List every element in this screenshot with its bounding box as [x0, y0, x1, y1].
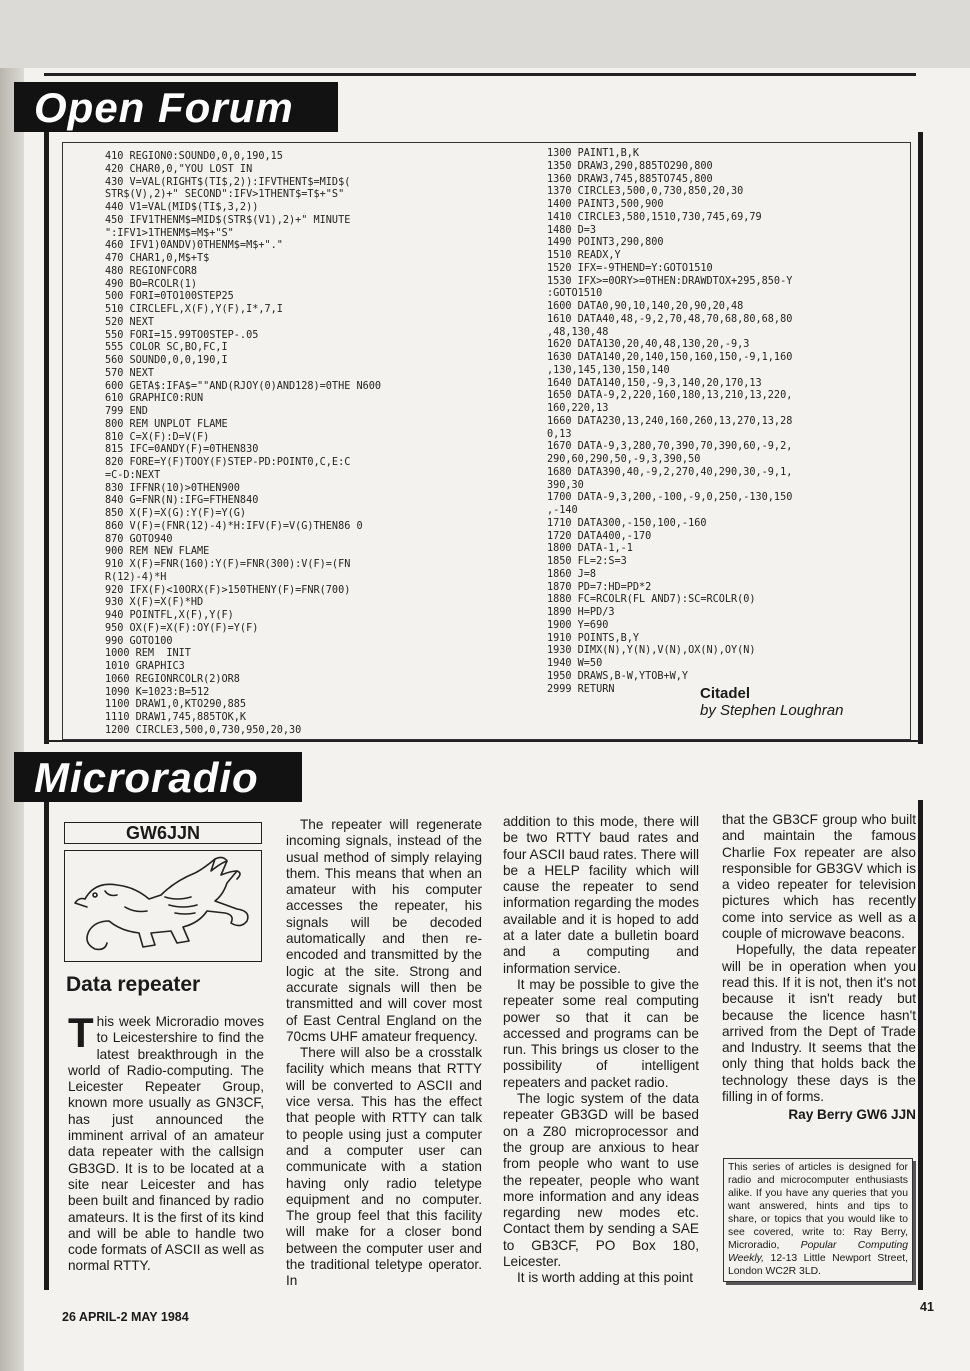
listing-line: 1720 DATA400,-170 — [547, 530, 652, 542]
article-headline: Data repeater — [66, 973, 201, 996]
listing-line: 1660 DATA230,13,240,160,260,13,270,13,28 — [547, 415, 793, 427]
listing-line: 1700 DATA-9,3,200,-100,-9,0,250,-130,150 — [547, 492, 793, 504]
listing-line: ":IFV1>1THENM$=M$+"S" — [105, 227, 234, 239]
article-paragraph: This week Microradio moves to Leicestershire to find the latest breakthrough in the world of Radio-computing. The Leicester Repeater Group, known more usually as GN3CF, has just announced the imminent arrival of an amateur data repeater with the callsign GB3GD. It is to be located at a site near Leicester and has been built and financed by radio amateurs. It is the first of its kind and will be able to handle two code formats of ASCII as well as normal RTTY. — [68, 1009, 264, 1274]
listing-line: 1950 DRAWS,B-W,YTOB+W,Y — [547, 670, 689, 682]
listing-line: 1910 POINTS,B,Y — [547, 632, 640, 644]
listing-line: 420 CHAR0,0,"YOU LOST IN — [105, 163, 253, 175]
listing-line: 1670 DATA-9,3,280,70,390,70,390,60,-9,2, — [547, 441, 793, 453]
listing-line: 1710 DATA300,-150,100,-160 — [547, 517, 707, 529]
listing-line: 850 X(F)=X(G):Y(F)=Y(G) — [105, 508, 247, 519]
listing-line: 820 FORE=Y(F)TOOY(F)STEP-PD:POINT0,C,E:C — [105, 457, 351, 468]
left-margin-bar — [44, 132, 49, 744]
listing-line: 160,220,13 — [547, 403, 609, 414]
page-number: 41 — [920, 1300, 934, 1314]
listing-line: 1090 K=1023:B=512 — [105, 686, 210, 698]
program-author: by Stephen Loughran — [700, 702, 844, 719]
listing-line: 1510 READX,Y — [547, 250, 621, 261]
listing-line: 480 REGIONFCOR8 — [105, 265, 198, 277]
listing-line: 1600 DATA0,90,10,140,20,90,20,48 — [547, 301, 744, 312]
listing-line: 520 NEXT — [105, 316, 155, 328]
drop-cap: T — [68, 1009, 94, 1056]
listing-line: 840 G=FNR(N):IFG=FTHEN840 — [105, 495, 259, 507]
issue-date: 26 APRIL-2 MAY 1984 — [62, 1310, 189, 1324]
welsh-dragon-illustration — [64, 850, 262, 962]
listing-line: R(12)-4)*H — [105, 571, 167, 583]
scan-background-top — [0, 0, 970, 68]
listing-line: 1110 DRAW1,745,885TOK,K — [105, 712, 247, 723]
listing-line: 1640 DATA140,150,-9,3,140,20,170,13 — [547, 377, 762, 389]
listing-line: 1520 IFX=-9THEND=Y:GOTO1510 — [547, 262, 713, 274]
listing-line: 1850 FL=2:S=3 — [547, 556, 627, 567]
microradio-header — [14, 752, 302, 802]
listing-line: 600 GETA$:IFA$=""AND(RJOY(0)AND128)=0THE N600 — [105, 380, 382, 392]
article-column-1 — [68, 1009, 264, 1275]
left-margin-bar-lower — [44, 800, 49, 1290]
listing-line: STR$(V),2)+" SECOND":IFV>1THENT$=T$+"S" — [105, 189, 345, 201]
listing-line: 490 BO=RCOLR(1) — [105, 278, 198, 290]
listing-line: ,130,145,130,150,140 — [547, 364, 670, 376]
section-divider — [44, 740, 920, 742]
program-credit — [700, 685, 843, 719]
listing-line: :GOTO1510 — [547, 288, 603, 300]
listing-line: ,-140 — [547, 505, 578, 516]
article-signature: Ray Berry GW6 JJN — [788, 1107, 916, 1123]
listing-line: ,48,130,48 — [547, 326, 609, 338]
listing-line: 1900 Y=690 — [547, 619, 609, 631]
article-column-2 — [286, 817, 482, 1290]
listing-line: 550 FORI=15.99TO0STEP-.05 — [105, 329, 259, 341]
listing-line: 430 V=VAL(RIGHT$(TI$,2)):IFVTHENT$=MID$( — [105, 176, 351, 188]
listing-line: 900 REM NEW FLAME — [105, 546, 210, 558]
listing-line: 1860 J=8 — [547, 568, 597, 580]
listing-right-column — [547, 148, 792, 696]
listing-line: 1480 D=3 — [547, 224, 597, 236]
program-title: Citadel — [700, 685, 751, 702]
listing-line: 470 CHAR1,0,M$+T$ — [105, 253, 210, 264]
listing-line: 930 X(F)=X(F)*HD — [105, 597, 204, 609]
open-forum-title: Open Forum — [34, 84, 294, 131]
listing-line: 1620 DATA130,20,40,48,130,20,-9,3 — [547, 339, 750, 351]
listing-line: 0,13 — [547, 428, 572, 440]
listing-line: 1350 DRAW3,290,885TO290,800 — [547, 160, 713, 172]
listing-line: 460 IFV1)0ANDV)0THENM$=M$+"." — [105, 240, 283, 252]
listing-line: 1370 CIRCLE3,500,0,730,850,20,30 — [547, 186, 744, 198]
listing-line: 1630 DATA140,20,140,150,160,150,-9,1,160 — [547, 352, 793, 363]
listing-left-column — [105, 151, 381, 738]
listing-line: 799 END — [105, 406, 148, 417]
article-paragraph: Hopefully, the data repeater will be in operation when you read this. If it is not, then it's not because it isn't ready but because the licence hasn't arrived from the Dept of Trade and Industry. It seems that the only thing that holds back the technology these days is the filling in of forms. — [722, 942, 916, 1105]
listing-line: 920 IFX(F)<10ORX(F)>150THENY(F)=FNR(700) — [105, 584, 351, 596]
listing-line: 1890 H=PD/3 — [547, 607, 615, 618]
listing-line: 1490 POINT3,290,800 — [547, 237, 664, 249]
article-column-4 — [722, 812, 916, 1124]
listing-line: 1800 DATA-1,-1 — [547, 543, 633, 555]
article-paragraph: that the GB3CF group who built and maintain the famous Charlie Fox repeater are also responsible for GB3GV which is a video repeater for television pictures which has recently come into service as well as a couple of microwave beacons. — [722, 812, 916, 942]
magazine-spine — [0, 68, 24, 1371]
listing-line: 860 V(F)=(FNR(12)-4)*H:IFV(F)=V(G)THEN86 0 — [105, 520, 363, 532]
program-listing-box — [62, 142, 911, 740]
microradio-title: Microradio — [34, 754, 259, 801]
listing-line: 410 REGION0:SOUND0,0,0,190,15 — [105, 151, 283, 162]
listing-line: 1680 DATA390,40,-9,2,270,40,290,30,-9,1, — [547, 466, 793, 478]
listing-line: 500 FORI=0TO100STEP25 — [105, 291, 234, 303]
listing-line: 815 IFC=0ANDY(F)=0THEN830 — [105, 444, 259, 456]
listing-line: 1060 REGIONRCOLR(2)OR8 — [105, 673, 240, 685]
article-paragraph: addition to this mode, there will be two RTTY baud rates and four ASCII baud rates. There will be a HELP facility which will cause the repeater to send information regarding the modes available and it is hoped to add at a later date a bulletin board and a computing and information service. — [503, 814, 699, 976]
listing-line: 610 GRAPHIC0:RUN — [105, 393, 204, 405]
listing-line: 560 SOUND0,0,0,190,I — [105, 355, 228, 366]
open-forum-header — [14, 82, 338, 132]
listing-line: 810 C=X(F):D=V(F) — [105, 431, 210, 443]
listing-line: =C-D:NEXT — [105, 469, 161, 481]
listing-line: 1300 PAINT1,B,K — [547, 148, 640, 159]
listing-line: 940 POINTFL,X(F),Y(F) — [105, 610, 234, 621]
listing-line: 1530 IFX>=0ORY>=0THEN:DRAWDTOX+295,850-Y — [547, 275, 793, 287]
article-paragraph: It may be possible to give the repeater some real computing power so that it can be accessed and programs can be run. This brings us closer to the possibility of intelligent repeaters and packet radio. — [503, 976, 699, 1090]
listing-line: 830 IFFNR(10)>0THEN900 — [105, 482, 240, 494]
listing-line: 555 COLOR SC,BO,FC,I — [105, 342, 228, 354]
article-paragraph: The logic system of the data repeater GB3GD will be based on a Z80 microprocessor and the group are anxious to hear from people who want to use the repeater, people who want more information and any ideas regarding new modes etc. Contact them by sending a SAE to GB3CF, PO Box 180, Leicester. — [503, 1091, 699, 1270]
listing-line: 1000 REM INIT — [105, 648, 191, 660]
article-paragraph: The repeater will regenerate incoming signals, instead of the usual method of simply relaying them. This means that when an amateur with his computer accesses the repeater, his signals will be decoded automatically and then re-encoded and transmitted by the logic at the site. Strong and accurate signals will then be transmitted and will cover most of East Central England on the 70cms UHF amateur frequency. — [286, 817, 482, 1044]
listing-line: 570 NEXT — [105, 367, 155, 379]
listing-line: 1880 FC=RCOLR(FL AND7):SC=RCOLR(0) — [547, 594, 756, 606]
contact-info-box: This series of articles is designed for radio and microcomputer enthusiasts alike. If you have any queries that you want answered, hints and tips to share, or topics that you would like to see covered, write to: Ray Berry, Microradio, Popular Computing Weekly, 12-13 Little Newport Street, London WC2R 3LD. — [723, 1158, 913, 1282]
listing-line: 1870 PD=7:HD=PD*2 — [547, 581, 652, 593]
listing-line: 2999 RETURN — [547, 683, 615, 695]
listing-line: 870 GOTO940 — [105, 533, 173, 545]
listing-line: 390,30 — [547, 479, 584, 491]
listing-line: 1930 DIMX(N),Y(N),V(N),OX(N),OY(N) — [547, 645, 756, 657]
listing-line: 1610 DATA40,48,-9,2,70,48,70,68,80,68,80 — [547, 313, 793, 325]
article-paragraph: It is worth adding at this point — [517, 1270, 694, 1286]
right-margin-bar-lower — [918, 800, 923, 1290]
listing-line: 1940 W=50 — [547, 658, 603, 669]
listing-line: 1010 GRAPHIC3 — [105, 661, 185, 672]
dragon-icon — [65, 851, 261, 961]
listing-line: 440 V1=VAL(MID$(TI$,3,2)) — [105, 202, 259, 213]
article-paragraph: There will also be a crosstalk facility which means that RTTY will be converted to ASCII and vice versa. This has the effect that people with RTTY can talk to people using just a computer and a computer user can communicate with a station having only radio teletype equipment and no computer. The group feel that this facility will make for a closer bond between the computer user and the traditional teletype operator. In — [286, 1045, 482, 1289]
listing-line: 1200 CIRCLE3,500,0,730,950,20,30 — [105, 724, 302, 736]
listing-line: 990 GOTO100 — [105, 635, 173, 647]
listing-line: 910 X(F)=FNR(160):Y(F)=FNR(300):V(F)=(FN — [105, 559, 351, 570]
listing-line: 950 OX(F)=X(F):OY(F)=Y(F) — [105, 622, 259, 634]
listing-line: 1360 DRAW3,745,885TO745,800 — [547, 173, 713, 185]
listing-line: 510 CIRCLEFL,X(F),Y(F),I*,7,I — [105, 304, 283, 315]
top-rule — [44, 73, 916, 76]
callsign-box: GW6JJN — [64, 822, 262, 844]
listing-line: 290,60,290,50,-9,3,390,50 — [547, 454, 701, 465]
right-margin-bar — [918, 132, 923, 744]
listing-line: 1400 PAINT3,500,900 — [547, 199, 664, 210]
listing-line: 1410 CIRCLE3,580,1510,730,745,69,79 — [547, 211, 762, 223]
listing-line: 1650 DATA-9,2,220,160,180,13,210,13,220, — [547, 390, 793, 402]
article-column-3 — [503, 814, 699, 1287]
listing-line: 450 IFV1THENM$=MID$(STR$(V1),2)+" MINUTE — [105, 214, 351, 226]
listing-line: 1100 DRAW1,0,KTO290,885 — [105, 699, 247, 711]
listing-line: 800 REM UNPLOT FLAME — [105, 418, 228, 430]
